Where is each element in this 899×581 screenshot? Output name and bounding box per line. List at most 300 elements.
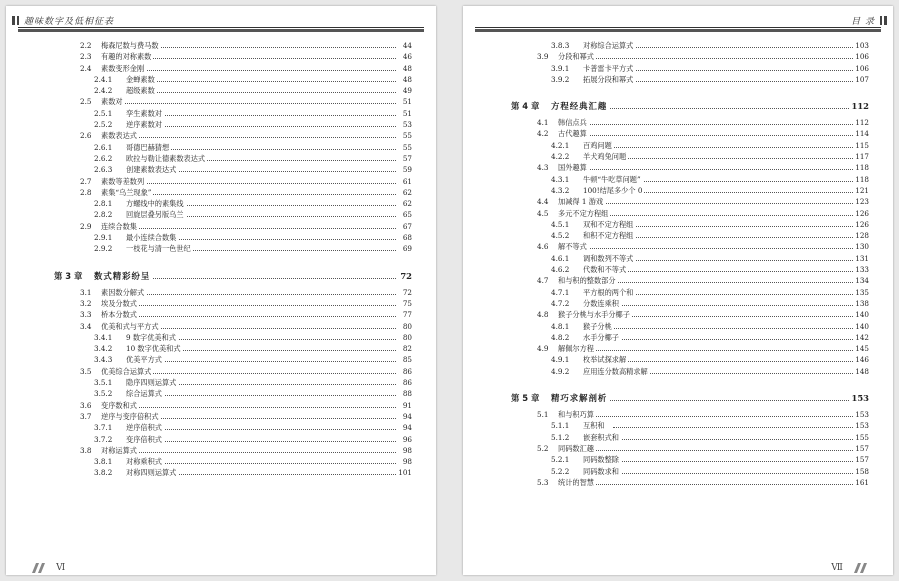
entry-title: 变序数和式: [101, 400, 137, 410]
entry-title: 综合运算式: [126, 389, 162, 399]
entry-page: 51: [402, 97, 412, 107]
entry-number: 2.2: [80, 41, 92, 50]
dot-leader: [116, 194, 396, 195]
entry-title: 逆序素数对: [126, 120, 162, 130]
toc-entry[interactable]: [6, 332, 436, 343]
toc-entry[interactable]: [6, 377, 436, 388]
dot-leader: [156, 126, 396, 127]
entry-page: 130: [855, 242, 869, 252]
toc-page-left: [6, 6, 436, 575]
entry-page: 101: [398, 468, 412, 478]
entry-title: 梅森尼数与费马数: [101, 41, 159, 50]
chapter-spacer: [463, 377, 893, 385]
toc-entry[interactable]: [6, 232, 436, 243]
entry-page: 86: [402, 366, 412, 376]
toc-entry[interactable]: [463, 477, 893, 488]
entry-title: 10 数字优美和式: [126, 344, 181, 354]
entry-title: 优美和式与平方式: [101, 321, 159, 331]
entry-page: 69: [402, 244, 412, 254]
entry-page: 158: [855, 466, 869, 476]
dot-leader: [603, 108, 853, 109]
dot-leader: [156, 115, 396, 116]
entry-title: 古代趣算: [558, 129, 587, 139]
entry-number: 第 3 章: [54, 270, 83, 281]
dot-leader: [613, 473, 853, 474]
entry-number: 3.1: [80, 287, 92, 297]
entry-page: 153: [855, 410, 869, 420]
entry-title: 拓展分段和幂式: [583, 74, 634, 84]
toc-entry[interactable]: [6, 411, 436, 422]
entry-title: 隐序四则运算式: [126, 378, 177, 388]
header-rule: [18, 27, 424, 28]
toc-entry[interactable]: [463, 298, 893, 309]
toc-entry[interactable]: [6, 85, 436, 96]
entry-title: 逆序与变序倍积式: [101, 411, 159, 421]
entry-page: 86: [402, 378, 412, 388]
entry-page: 107: [855, 74, 869, 84]
dot-leader: [573, 248, 853, 249]
entry-title: 和积不定方程组: [583, 231, 634, 241]
toc-entry[interactable]: [463, 63, 893, 74]
entry-number: 4.6.2: [551, 265, 570, 275]
entry-title: 回旋层叠另版乌兰: [126, 210, 184, 220]
entry-number: 3.8.2: [94, 468, 113, 478]
entry-title: 变序倍积式: [126, 434, 162, 444]
entry-number: 3.7.2: [94, 434, 113, 444]
toc-entry[interactable]: [463, 466, 893, 477]
entry-number: 2.5.2: [94, 120, 113, 130]
toc-entry[interactable]: [6, 445, 436, 456]
entry-number: 4.5: [537, 208, 549, 218]
entry-number: 3.4.2: [94, 344, 113, 354]
entry-number: 4.2: [537, 129, 549, 139]
dot-leader: [613, 192, 853, 193]
dot-leader: [116, 137, 396, 138]
toc-entry[interactable]: [463, 264, 893, 275]
entry-page: 140: [855, 310, 869, 320]
entry-page: 94: [402, 423, 412, 433]
entry-page: 112: [850, 95, 869, 117]
entry-number: 5.2: [537, 443, 549, 453]
entry-page: 88: [402, 389, 412, 399]
dot-leader: [156, 205, 396, 206]
entry-title: 平方根的两个和: [583, 287, 634, 297]
entry-number: 3.6: [80, 400, 92, 410]
dot-leader: [613, 181, 853, 182]
entry-title: 创建素数表达式: [126, 165, 177, 175]
toc-chapter-entry[interactable]: [463, 95, 893, 117]
chapter-spacer: [463, 85, 893, 93]
entry-page: 106: [855, 63, 869, 73]
entry-title: 逆序倍积式: [126, 423, 162, 433]
toc-entry[interactable]: [6, 164, 436, 175]
toc-entry[interactable]: [6, 40, 436, 51]
entry-number: 3.3: [80, 310, 92, 320]
toc-entry[interactable]: [6, 456, 436, 467]
dot-leader: [116, 373, 396, 374]
entry-number: 4.1: [537, 118, 549, 128]
entry-number: 4.5.2: [551, 231, 570, 241]
entry-number: 5.3: [537, 477, 549, 487]
entry-number: 2.5: [80, 97, 92, 107]
entry-title: 水手分椰子: [583, 332, 619, 342]
entry-number: 3.9.1: [551, 63, 570, 73]
dot-leader: [613, 226, 853, 227]
entry-page: 72: [398, 265, 412, 287]
entry-number: 2.6: [80, 131, 92, 141]
entry-page: 146: [855, 355, 869, 365]
toc-entry[interactable]: [6, 467, 436, 478]
toc-chapter-entry[interactable]: [6, 265, 436, 287]
toc-entry[interactable]: [463, 117, 893, 128]
entry-page: 55: [402, 142, 412, 152]
entry-title: 羊犬鸡兔问题: [583, 152, 627, 162]
entry-title: 同码数求和: [583, 466, 619, 476]
dot-leader: [116, 228, 396, 229]
toc-entry[interactable]: [6, 354, 436, 365]
toc-entry[interactable]: [6, 108, 436, 119]
toc-entry[interactable]: [6, 142, 436, 153]
entry-title: 有趣的对称素数: [101, 52, 152, 62]
entry-title: 统计的智慧: [558, 477, 594, 487]
page-footer: [30, 557, 68, 573]
toc-entry[interactable]: [463, 174, 893, 185]
toc-entry[interactable]: [463, 366, 893, 377]
entry-page: 44: [402, 41, 412, 50]
toc-entry[interactable]: [6, 343, 436, 354]
entry-number: 5.2.1: [551, 455, 570, 465]
dot-leader: [613, 439, 853, 440]
toc-entry[interactable]: [463, 151, 893, 162]
entry-page: 126: [855, 208, 869, 218]
entry-number: 2.9: [80, 221, 92, 231]
entry-title: 牛顿“牛吃草问题”: [583, 174, 641, 184]
entry-page: 49: [402, 86, 412, 96]
entry-page: 153: [855, 421, 869, 431]
entry-page: 80: [402, 332, 412, 342]
entry-number: 4.2.1: [551, 140, 570, 150]
dot-leader: [573, 169, 853, 170]
entry-title: 对称综合运算式: [583, 41, 634, 50]
entry-number: 5.1.2: [551, 432, 570, 442]
entry-page: 142: [855, 332, 869, 342]
toc-entry[interactable]: [6, 63, 436, 74]
entry-number: 4.9.2: [551, 366, 570, 376]
entry-number: 4.3.2: [551, 185, 570, 195]
dot-leader: [116, 70, 396, 71]
toc-entry[interactable]: [6, 321, 436, 332]
toc-entry[interactable]: [6, 298, 436, 309]
entry-title: 金蝉素数: [126, 74, 155, 84]
toc-entry[interactable]: [6, 309, 436, 320]
toc-list-right: [463, 40, 893, 488]
dot-leader: [613, 260, 853, 261]
dot-leader: [613, 305, 853, 306]
entry-title: 同码数整除: [583, 455, 619, 465]
toc-entry[interactable]: [463, 343, 893, 354]
entry-title: 欧拉与勒让德素数表达式: [126, 153, 206, 163]
dot-leader: [156, 463, 396, 464]
entry-title: 超级素数: [126, 86, 155, 96]
entry-number: 4.5.1: [551, 219, 570, 229]
entry-number: 3.2: [80, 298, 92, 308]
entry-title: 素数等差数列: [101, 176, 145, 186]
entry-title: 方螺线中的素集线: [126, 199, 184, 209]
entry-number: 4.3.1: [551, 174, 570, 184]
entry-title: 素数变形金刚: [101, 63, 145, 73]
dot-leader: [156, 441, 396, 442]
dot-leader: [116, 58, 396, 59]
toc-entry[interactable]: [6, 96, 436, 107]
entry-title: 解不等式: [558, 242, 587, 252]
toc-entry[interactable]: [6, 221, 436, 232]
entry-page: 140: [855, 321, 869, 331]
entry-number: 3.9.2: [551, 74, 570, 84]
entry-page: 57: [402, 153, 412, 163]
entry-page: 118: [855, 174, 869, 184]
dot-leader: [156, 239, 396, 240]
entry-number: 4.7: [537, 276, 549, 286]
dot-leader: [573, 484, 853, 485]
entry-number: 4.4: [537, 197, 549, 207]
entry-title: 连续合数集: [101, 221, 137, 231]
toc-entry[interactable]: [6, 119, 436, 130]
entry-number: 3.7.1: [94, 423, 113, 433]
entry-number: 2.8.2: [94, 210, 113, 220]
entry-page: 128: [855, 231, 869, 241]
entry-title: 方程经典汇趣: [551, 95, 609, 117]
dot-leader: [156, 361, 396, 362]
entry-title: 嵌套积式和: [583, 432, 619, 442]
entry-page: 118: [855, 163, 869, 173]
dot-leader: [613, 328, 853, 329]
dot-leader: [116, 305, 396, 306]
toc-entry[interactable]: [463, 40, 893, 51]
entry-title: 桥本分数式: [101, 310, 137, 320]
entry-title: 代数和不等式: [583, 265, 627, 275]
entry-title: 加减得 1 游戏: [558, 197, 604, 207]
footer-ornament-icon: [851, 563, 869, 573]
toc-entry[interactable]: [463, 185, 893, 196]
toc-entry[interactable]: [463, 275, 893, 286]
toc-entry[interactable]: [463, 74, 893, 85]
running-head-title: 目 录: [851, 17, 875, 27]
entry-title: 多元不定方程组: [558, 208, 609, 218]
toc-entry[interactable]: [463, 409, 893, 420]
entry-number: 5.1.1: [551, 421, 570, 431]
dot-leader: [573, 416, 853, 417]
toc-entry[interactable]: [463, 287, 893, 298]
toc-entry[interactable]: [6, 209, 436, 220]
page-number: Ⅵ: [56, 562, 66, 573]
entry-number: 4.2.2: [551, 152, 570, 162]
toc-entry[interactable]: [6, 243, 436, 254]
entry-page: 72: [402, 287, 412, 297]
entry-number: 3.5.2: [94, 389, 113, 399]
dot-leader: [156, 384, 396, 385]
toc-entry[interactable]: [6, 422, 436, 433]
entry-title: 对称四则运算式: [126, 468, 177, 478]
entry-title: 优美综合运算式: [101, 366, 152, 376]
entry-number: 3.5.1: [94, 378, 113, 388]
entry-number: 3.4.3: [94, 355, 113, 365]
entry-page: 91: [402, 400, 412, 410]
entry-number: 第 4 章: [511, 101, 540, 112]
toc-list-left: [6, 40, 436, 479]
toc-entry[interactable]: [463, 162, 893, 173]
toc-entry[interactable]: [6, 400, 436, 411]
dot-leader: [573, 58, 853, 59]
dot-leader: [156, 395, 396, 396]
entry-number: 2.9.1: [94, 233, 113, 243]
dot-leader: [613, 158, 853, 159]
entry-title: 对称运算式: [101, 445, 137, 455]
entry-page: 134: [855, 276, 869, 286]
toc-entry[interactable]: [463, 208, 893, 219]
entry-number: 2.5.1: [94, 108, 113, 118]
toc-entry[interactable]: [463, 332, 893, 343]
toc-entry[interactable]: [463, 309, 893, 320]
page-number: Ⅶ: [831, 562, 843, 573]
entry-title: 分数连乘积: [583, 298, 619, 308]
entry-title: 9 数字优美和式: [126, 332, 176, 342]
entry-page: 121: [855, 185, 869, 195]
entry-page: 98: [402, 445, 412, 455]
entry-number: 2.8.1: [94, 199, 113, 209]
dot-leader: [573, 135, 853, 136]
toc-entry[interactable]: [463, 420, 893, 431]
dot-leader: [613, 294, 853, 295]
dot-leader: [613, 147, 853, 148]
toc-entry[interactable]: [6, 153, 436, 164]
entry-page: 114: [855, 129, 869, 139]
toc-entry[interactable]: [463, 432, 893, 443]
entry-page: 77: [402, 310, 412, 320]
entry-page: 67: [402, 221, 412, 231]
toc-page-right: [463, 6, 893, 575]
toc-entry[interactable]: [6, 130, 436, 141]
toc-entry[interactable]: [6, 51, 436, 62]
entry-number: 2.6.3: [94, 165, 113, 175]
toc-entry[interactable]: [463, 454, 893, 465]
entry-title: 孪生素数对: [126, 108, 162, 118]
dot-leader: [116, 407, 396, 408]
chapter-spacer: [6, 255, 436, 263]
toc-entry[interactable]: [6, 74, 436, 85]
entry-page: 115: [855, 140, 869, 150]
dot-leader: [573, 450, 853, 451]
entry-number: 3.8.3: [551, 41, 570, 50]
toc-entry[interactable]: [463, 128, 893, 139]
entry-number: 3.8.1: [94, 457, 113, 467]
entry-title: 韩信点兵: [558, 118, 587, 128]
entry-title: 100!结尾多少个 0: [583, 185, 643, 195]
toc-entry[interactable]: [463, 354, 893, 365]
dot-leader: [116, 103, 396, 104]
toc-entry[interactable]: [463, 51, 893, 62]
toc-entry[interactable]: [6, 198, 436, 209]
toc-entry[interactable]: [463, 196, 893, 207]
entry-page: 48: [402, 63, 412, 73]
entry-page: 117: [855, 152, 869, 162]
dot-leader: [573, 215, 853, 216]
dot-leader: [156, 149, 396, 150]
toc-entry[interactable]: [6, 176, 436, 187]
entry-page: 94: [402, 411, 412, 421]
entry-title: 对称乘积式: [126, 457, 162, 467]
dot-leader: [613, 271, 853, 272]
entry-title: 一枝花与清一色世纪: [126, 244, 191, 254]
entry-number: 2.6.1: [94, 142, 113, 152]
entry-number: 4.6: [537, 242, 549, 252]
entry-title: 国外趣算: [558, 163, 587, 173]
entry-page: 138: [855, 298, 869, 308]
entry-page: 112: [855, 118, 869, 128]
dot-leader: [146, 278, 396, 279]
toc-entry[interactable]: [6, 187, 436, 198]
entry-title: 猴子分桃: [583, 321, 612, 331]
toc-entry[interactable]: [463, 140, 893, 151]
page-header: [475, 15, 881, 27]
entry-number: 2.3: [80, 52, 92, 62]
entry-page: 62: [402, 199, 412, 209]
toc-entry[interactable]: [6, 366, 436, 377]
entry-title: 埃及分数式: [101, 298, 137, 308]
entry-number: 2.8: [80, 187, 92, 197]
entry-title: 百鸡问题: [583, 140, 612, 150]
toc-entry[interactable]: [463, 253, 893, 264]
entry-page: 61: [402, 176, 412, 186]
dot-leader: [613, 70, 853, 71]
dot-leader: [156, 474, 396, 475]
dot-leader: [573, 203, 853, 204]
toc-entry[interactable]: [6, 388, 436, 399]
entry-number: 2.9.2: [94, 244, 113, 254]
toc-entry[interactable]: [6, 287, 436, 298]
entry-page: 62: [402, 187, 412, 197]
entry-number: 2.4: [80, 63, 92, 73]
entry-number: 4.3: [537, 163, 549, 173]
header-rule-thick: [18, 29, 424, 32]
entry-page: 157: [855, 455, 869, 465]
entry-page: 82: [402, 344, 412, 354]
entry-page: 85: [402, 355, 412, 365]
toc-entry[interactable]: [463, 443, 893, 454]
toc-entry[interactable]: [463, 241, 893, 252]
entry-page: 46: [402, 52, 412, 62]
toc-entry[interactable]: [463, 321, 893, 332]
dot-leader: [156, 350, 396, 351]
entry-page: 126: [855, 219, 869, 229]
entry-title: 应用连分数高精求解: [583, 366, 648, 376]
toc-entry[interactable]: [6, 434, 436, 445]
dot-leader: [613, 461, 853, 462]
entry-title: 哥德巴赫猜想: [126, 142, 170, 152]
toc-chapter-entry[interactable]: [463, 387, 893, 409]
dot-leader: [156, 171, 396, 172]
dot-leader: [613, 81, 853, 82]
dot-leader: [116, 316, 396, 317]
entry-page: 133: [855, 265, 869, 275]
entry-page: 148: [855, 366, 869, 376]
dot-leader: [613, 427, 853, 428]
entry-title: 互积和: [583, 421, 605, 431]
entry-number: 4.7.1: [551, 287, 570, 297]
toc-entry[interactable]: [463, 219, 893, 230]
toc-entry[interactable]: [463, 230, 893, 241]
entry-number: 3.4: [80, 321, 92, 331]
entry-number: 4.9: [537, 344, 549, 354]
